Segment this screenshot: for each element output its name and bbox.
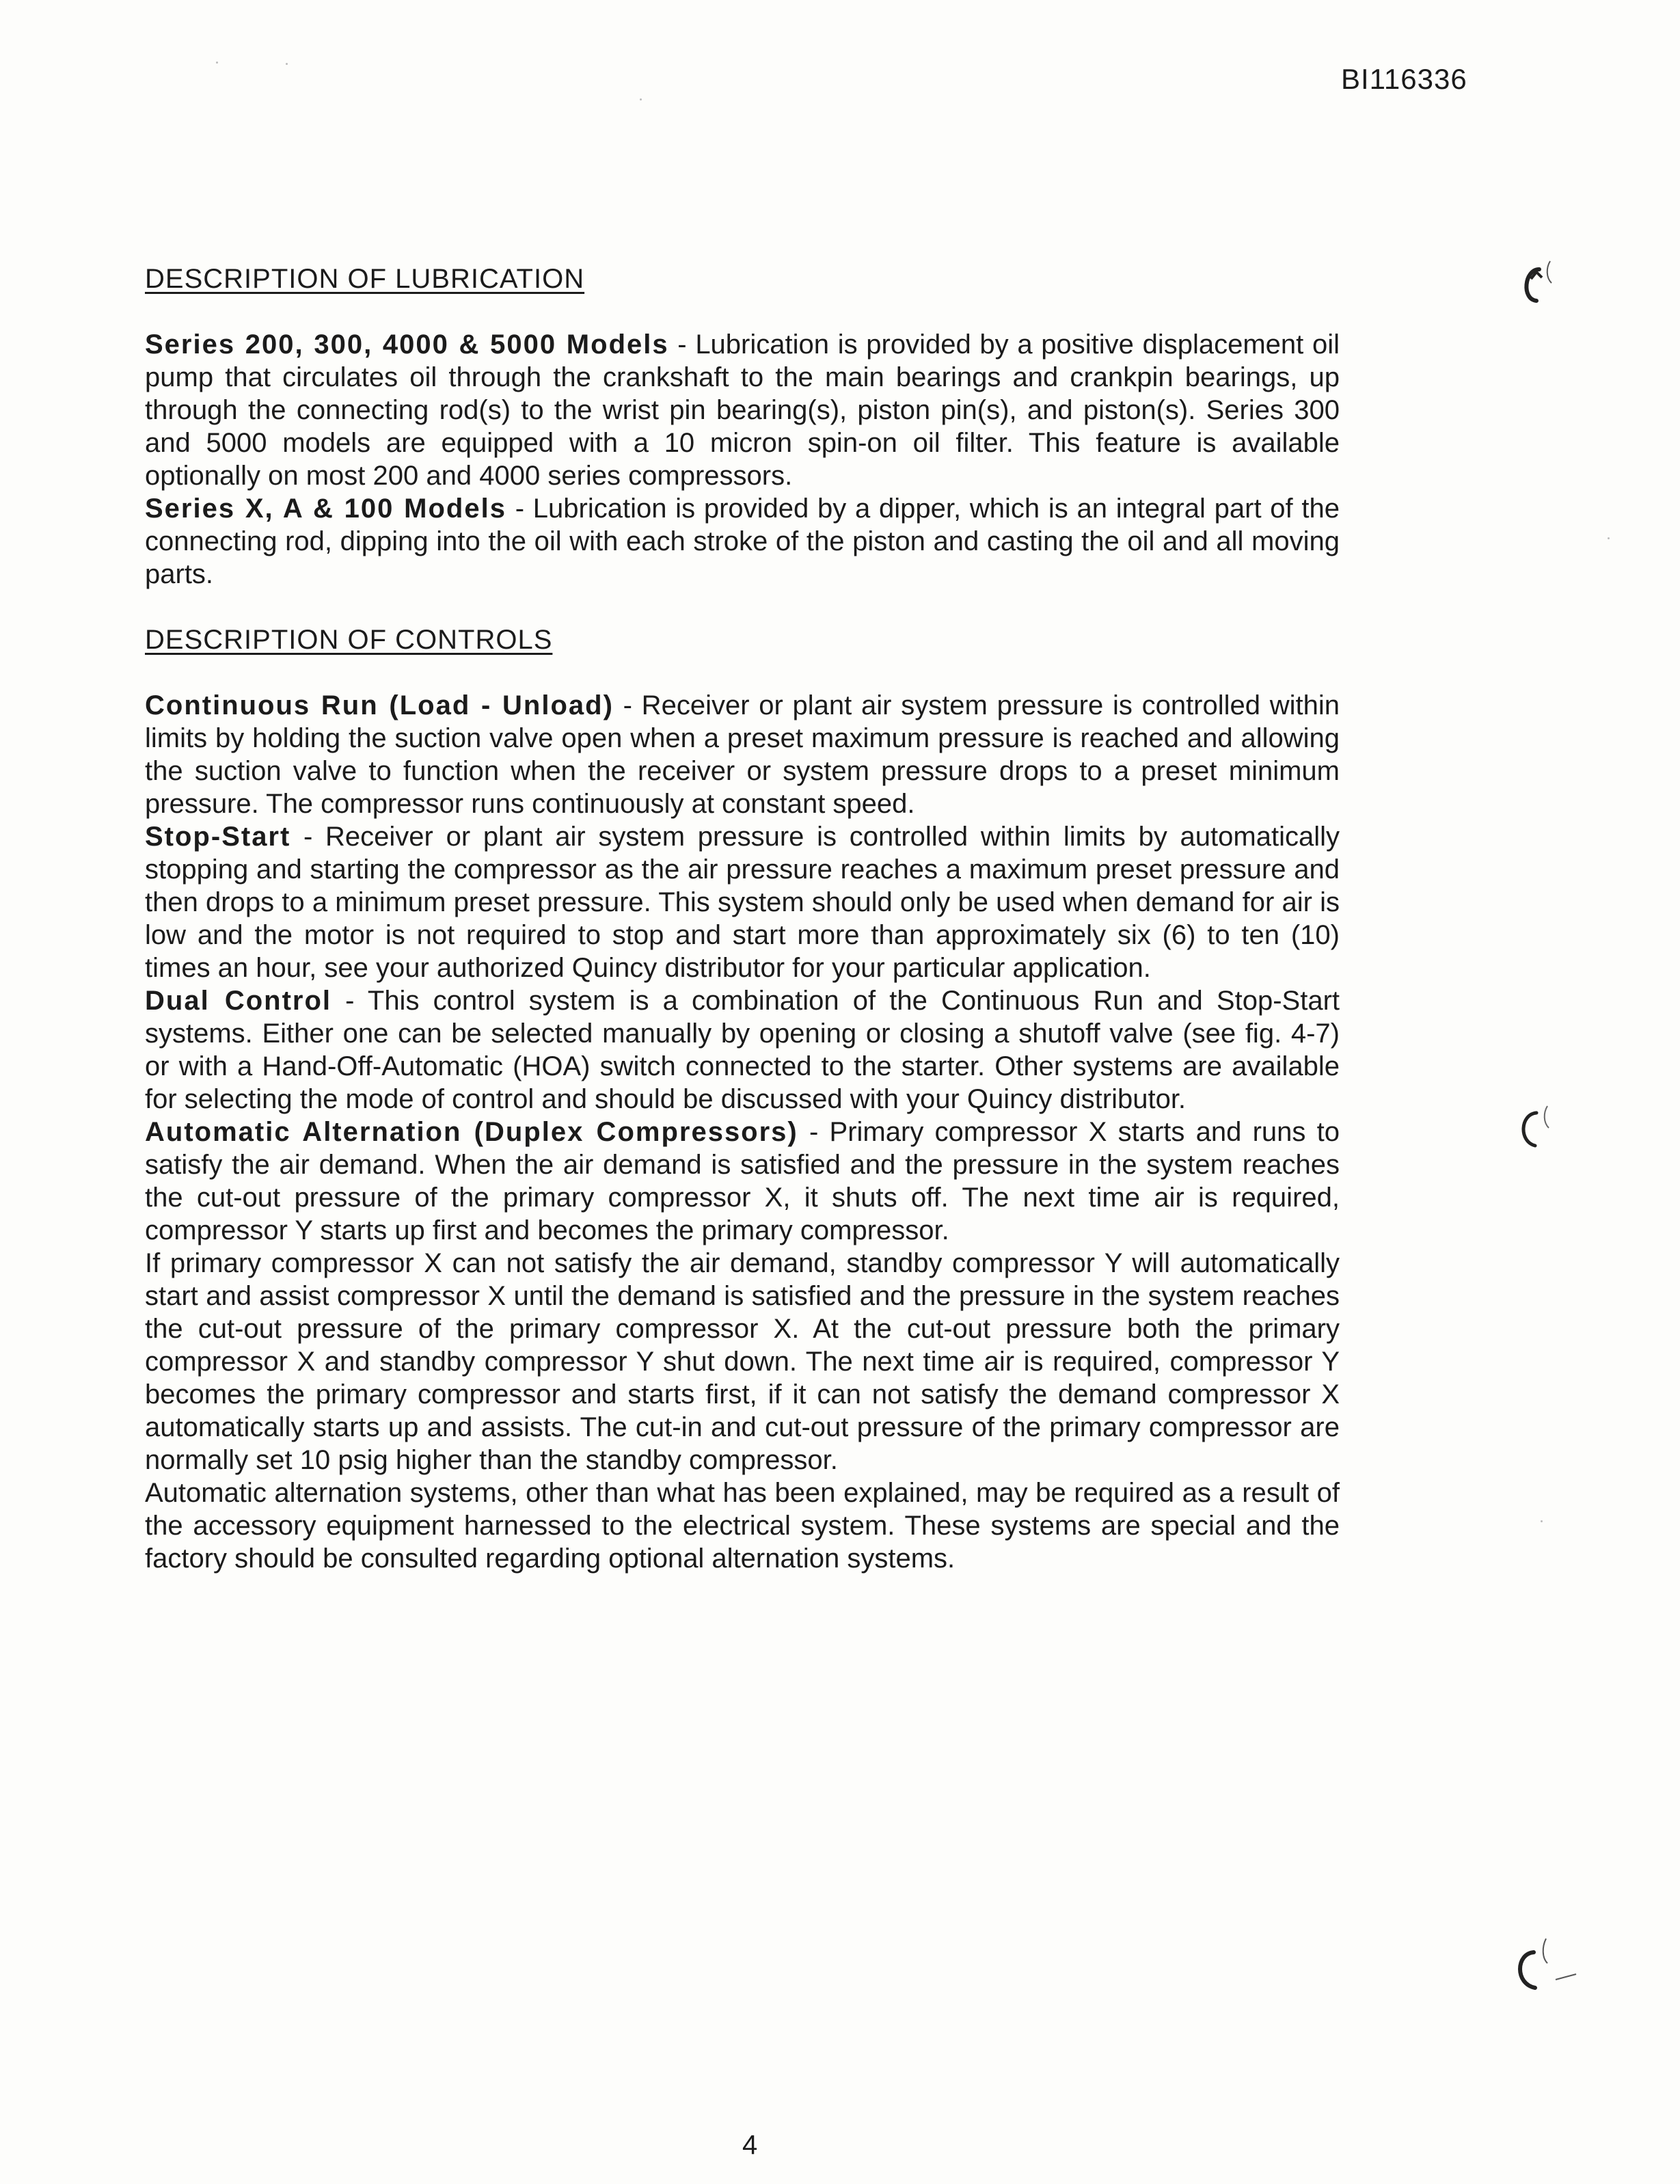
paragraph-lubrication-series-200 [145, 328, 1340, 492]
section-heading-controls: DESCRIPTION OF CONTROLS [145, 625, 553, 655]
paragraph-lead: Stop-Start [145, 822, 291, 852]
paragraph-text: - Lubrication is provided by a dipper, which is an integral part of the connecting rod, dipping into the oil with each stroke of the piston and casting the oil and all moving parts. [145, 494, 1340, 589]
binder-hole-mark-top [1516, 258, 1564, 313]
paragraph-lead: Automatic Alternation (Duplex Compressors) [145, 1117, 798, 1147]
paragraph-text: If primary compressor X can not satisfy the air demand, standby compressor Y will automatically start and assist compressor X until the demand is satisfied and the pressure in the system reaches the cut-out pressure of the primary compressor X. At the cut-out pressure both the primary compressor X and standby compressor Y shut down. The next time air is required, compressor Y becomes the primary compressor and starts first, if it can not satisfy the demand compressor X automatically starts up and assists. The cut-in and cut-out pressure of the primary compressor are normally set 10 psig higher than the standby compressor. [145, 1248, 1340, 1475]
paragraph-stop-start [145, 820, 1340, 984]
scan-speck [1608, 537, 1610, 539]
paragraph-text: - Primary compressor X starts and runs to satisfy the air demand. When the air demand is satisfied and the pressure in the system reaches the cut-out pressure of the primary compressor X, it shuts off. The next time air is required, compressor Y starts up first and becomes the primary compressor. [145, 1117, 1340, 1245]
paragraph-lead: Continuous Run (Load - Unload) [145, 690, 614, 720]
paragraph-text: - This control system is a combination of the Continuous Run and Stop-Start systems. Either one can be selected manually by opening or closing a shutoff valve (see fig. 4-7) or with a Hand-Off-Automatic (HOA) switch connected to the starter. Other systems are available for selecting the mode of control and should be discussed with your Quincy distributor. [145, 986, 1340, 1114]
paragraph-automatic-alternation [145, 1116, 1340, 1247]
binder-hole-mark-middle [1512, 1103, 1560, 1158]
scan-speck [1541, 1520, 1543, 1522]
paragraph-lead: Dual Control [145, 986, 332, 1016]
paragraph-standby-compressor [145, 1247, 1340, 1477]
scan-speck [286, 63, 288, 65]
page-number: 4 [742, 2130, 758, 2160]
paragraph-text: - Receiver or plant air system pressure is controlled within limits by automatically stopping and starting the compressor as the air pressure reaches a maximum preset pressure and then drops to a minimum preset pressure. This system should only be used when demand for air is low and the motor is not required to stop and start more than approximately six (6) to ten (10) times an hour, see your authorized Quincy distributor for your particular application. [145, 822, 1340, 983]
scan-speck [216, 62, 218, 64]
paragraph-dual-control [145, 984, 1340, 1116]
paragraph-text: - Receiver or plant air system pressure is controlled within limits by holding the suction valve open when a preset maximum pressure is reached and allowing the suction valve to function when the receiver or system pressure drops to a preset minimum pressure. The compressor runs continuously at constant speed. [145, 690, 1340, 819]
scan-speck [640, 98, 642, 100]
document-body [145, 262, 1340, 1575]
section-heading-lubrication: DESCRIPTION OF LUBRICATION [145, 264, 585, 294]
paragraph-alternation-systems [145, 1477, 1340, 1575]
paragraph-lead: Series 200, 300, 4000 & 5000 Models [145, 329, 669, 360]
paragraph-text: Automatic alternation systems, other than what has been explained, may be required as a result of the accessory equipment harnessed to the electrical system. These systems are special and the factory should be consulted regarding optional alternation systems. [145, 1478, 1340, 1574]
binder-hole-mark-bottom [1508, 1936, 1583, 1997]
paragraph-lead: Series X, A & 100 Models [145, 494, 506, 524]
paragraph-lubrication-series-x [145, 492, 1340, 591]
paragraph-continuous-run [145, 689, 1340, 820]
paragraph-text: - Lubrication is provided by a positive displacement oil pump that circulates oil through the crankshaft to the main bearings and crankpin bearings, up through the connecting rod(s) to the wrist pin bearing(s), piston pin(s), and piston(s). Series 300 and 5000 models are equipped with a 10 micron spin-on oil filter. This feature is available optionally on most 200 and 4000 series compressors. [145, 329, 1340, 491]
document-id: BI116336 [1341, 63, 1467, 95]
